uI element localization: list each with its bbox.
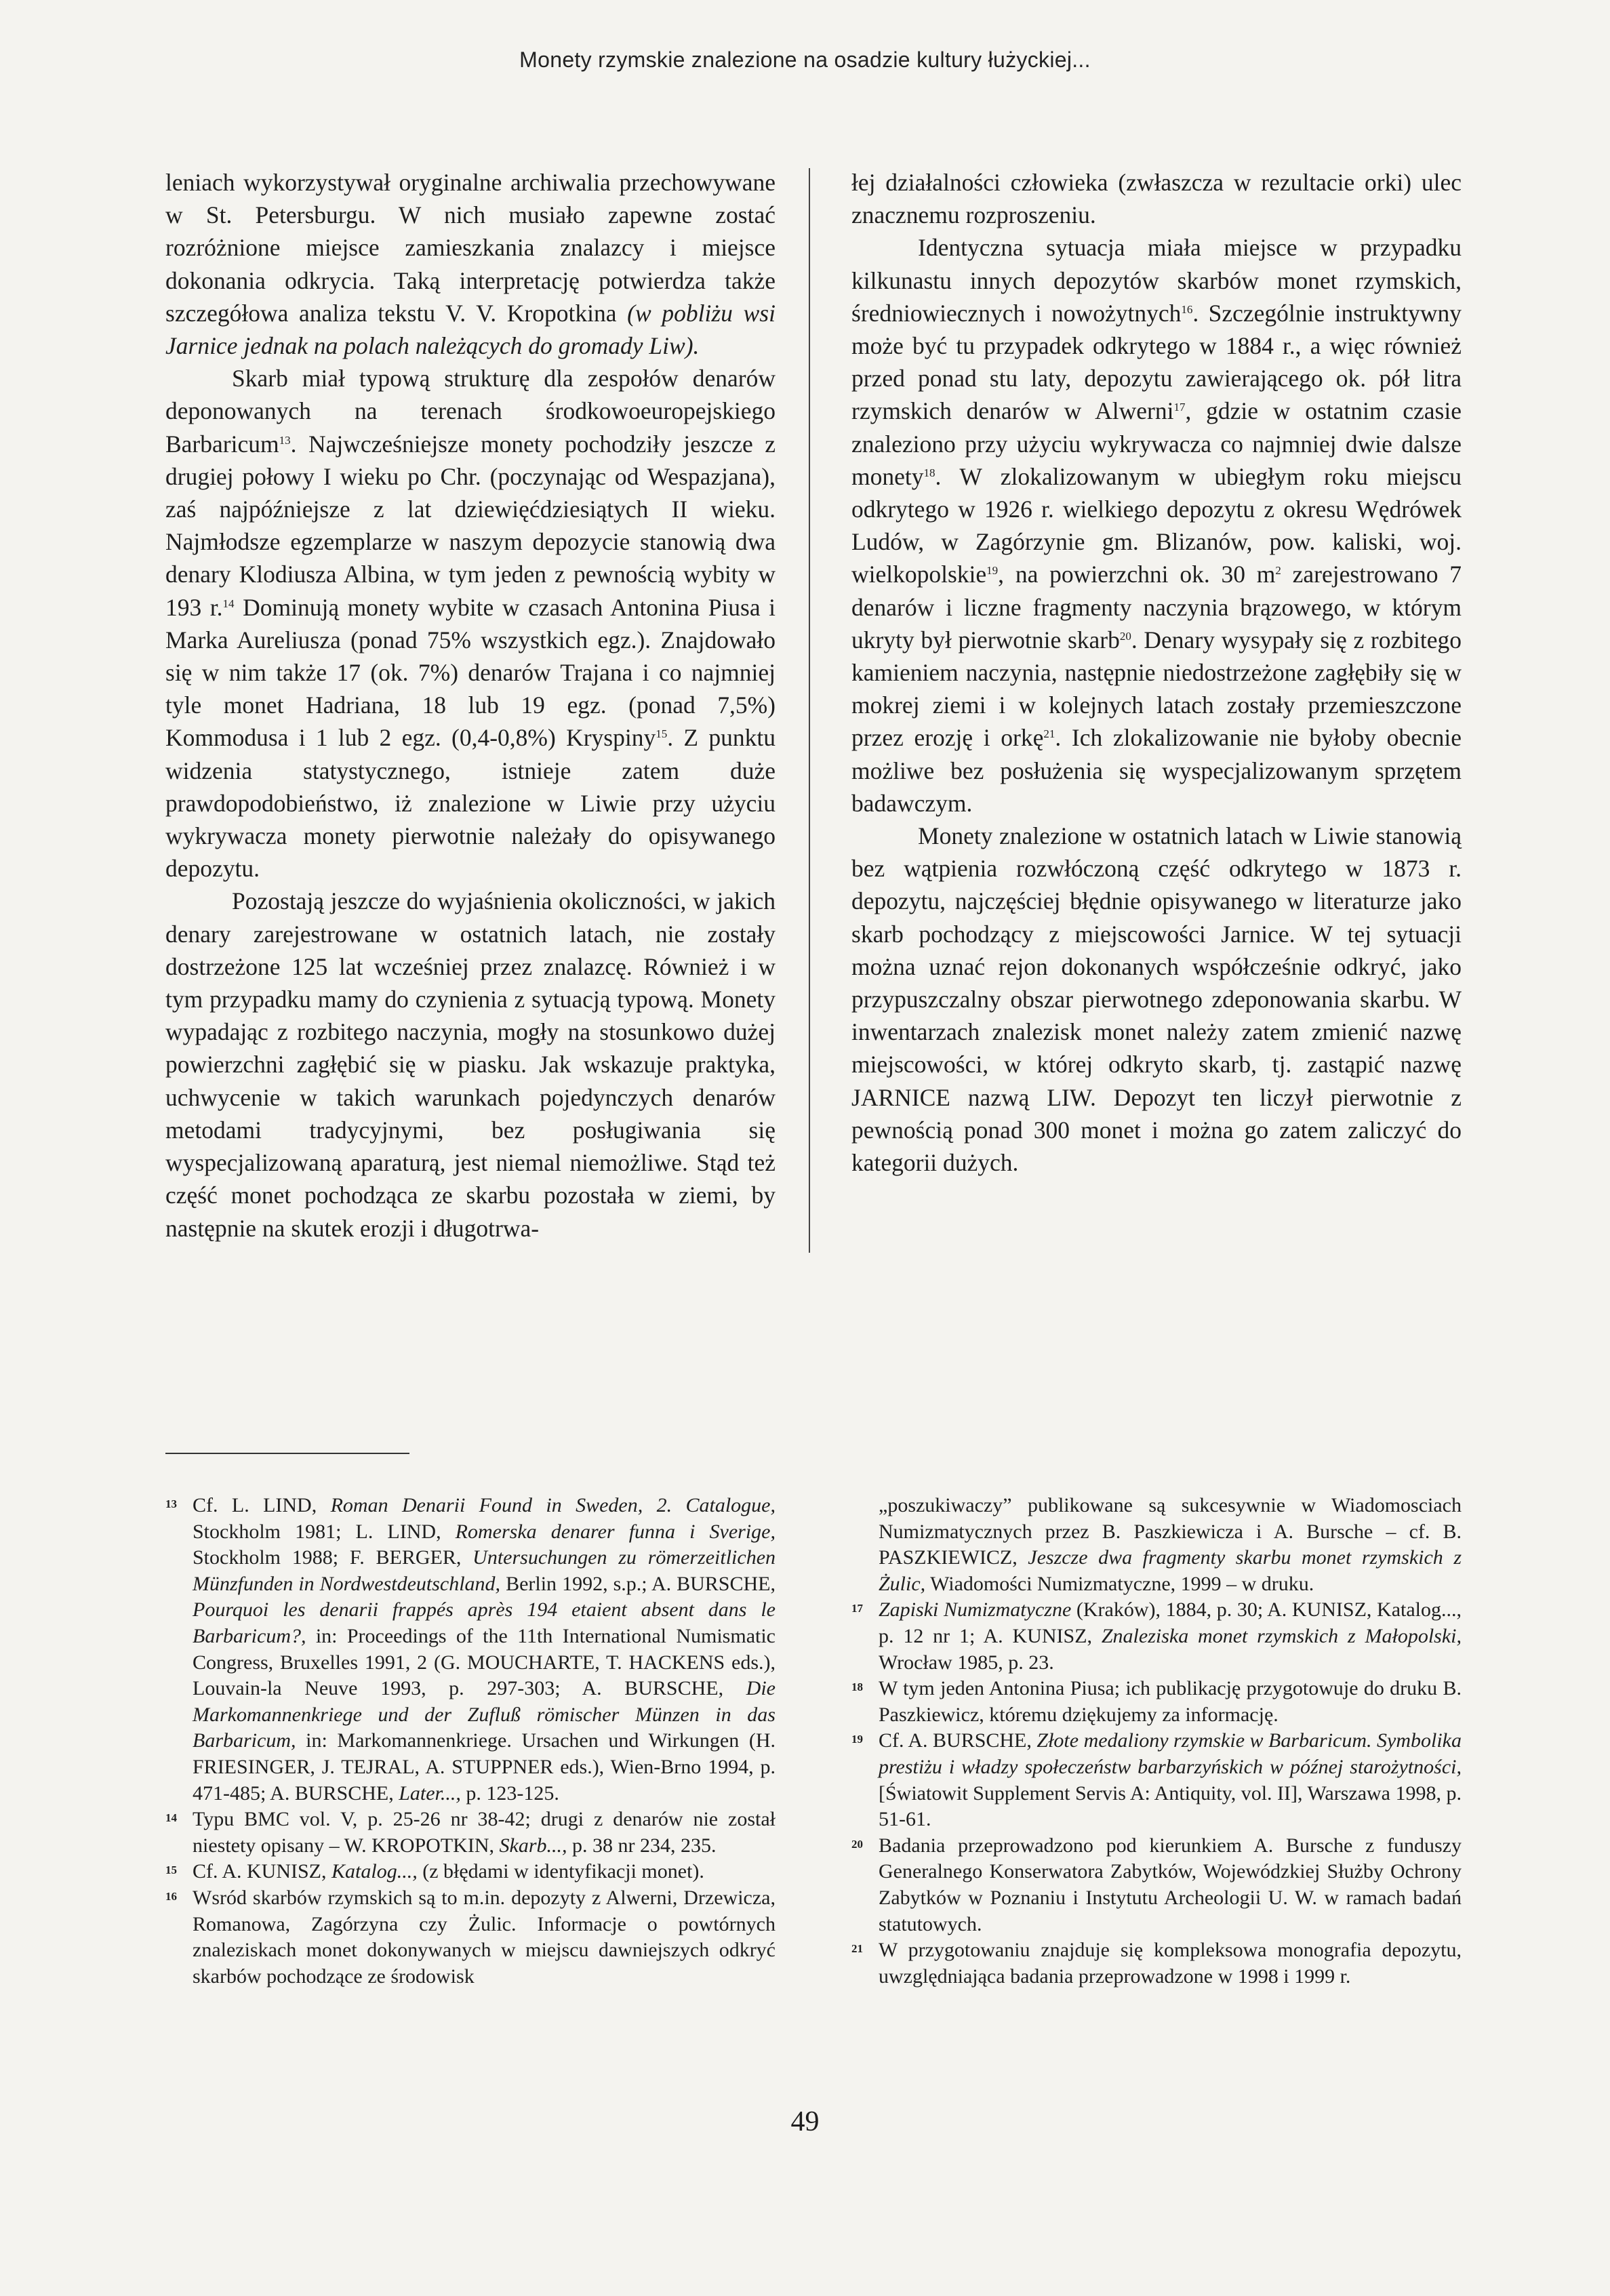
footnote-13: 13 Cf. L. LIND, Roman Denarii Found in Sweden, 2. Catalogue, Stockholm 1981; L. LIND, Romerska denarer funna i Sverige, Stockholm 1988; F. BERGER, Untersuchungen zu römerzeitlichen Münzfunden in Nordwestdeutschland, Berlin 1992, s.p.; A. BURSCHE, Pourquoi les denarii frappés après 194 etaient absent dans le Barbaricum?, in: Proceedings of the 11th International Numismatic Congress, Bruxelles 1991, 2 (G. MOUCHARTE, T. HACKENS eds.), Louvain-la Neuve 1993, p. 297-303; A. BURSCHE, Die Markomannenkriege und der Zufluß römischer Münzen in das Barbaricum, in: Markomannenkriege. Ursachen und Wirkungen (H. FRIESINGER, J. TEJRAL, A. STUPPNER eds.), Wien-Brno 1994, p. 471-485; A. BURSCHE, Later..., p. 123-125. (165, 1493, 776, 1807)
paragraph: Identyczna sytuacja miała miejsce w przypadku kilkunastu innych depozytów skarbów monet rzymskich, średniowiecznych i nowożytnych$^{16}$. Szczególnie instruktywny może być tu przypadek odkrytego w 1884 r., a więc również przed ponad stu laty, depozytu zawierającego ok. pół litra rzymskich denarów w Alwerni$^{17}$, gdzie w ostatnim czasie znaleziono przy użyciu wykrywacza co najmniej dwie dalsze monety$^{18}$. W zlokalizowanym w ubiegłym roku miejscu odkrytego w 1926 r. wielkiego depozytu z okresu Wędrówek Ludów, w Zagórzynie gm. Blizanów, pow. kaliski, woj. wielkopolskie$^{19}$, na powierzchni ok. 30 $m^2$ zarejestrowano 7 denarów i liczne fragmenty naczynia brązowego, w którym ukryty był pierwotnie skarb$^{20}$. Denary wysypały się z rozbitego kamieniem naczynia, następnie niedostrzeżone zagłębiły się w mokrej ziemi i w kolejnych latach zostały przemieszczone przez erozję i orkę$^{21}$. Ich zlokalizowanie nie byłoby obecnie możliwe bez posłużenia się wyspecjalizowanym sprzętem badawczym. (851, 234, 1462, 817)
footnote-ref: 15 (656, 727, 668, 741)
footnote-ref: 21 (1043, 727, 1055, 741)
paragraph: Monety znalezione w ostatnich latach w Liwie stanowią bez wątpienia rozwłóczoną część odkrytego w 1873 r. depozytu, najczęściej błędnie opisywanego w literaturze jako skarb pochodzący z miejscowości Jarnice. W tej sytuacji można uznać rejon dokonanych współcześnie odkryć, jako przypuszczalny obszar pierwotnego zdeponowania skarbu. W inwentarzach znalezisk monet należy zatem zmienić nazwę miejscowości, w której odkryto skarb, tj. zastąpić nazwę JARNICE nazwą LIW. Depozyt ten liczył pierwotnie z pewnością ponad 300 monet i można go zatem zaliczyć do kategorii dużych. (851, 822, 1462, 1177)
body-column-right (851, 166, 1462, 1179)
footnote-15: 15 Cf. A. KUNISZ, Katalog..., (z błędami w identyfikacji monet). (165, 1859, 776, 1885)
footnote-number: 14 (165, 1811, 177, 1825)
footnote-ref: 14 (222, 597, 235, 610)
footnote-number: 21 (851, 1942, 863, 1956)
footnote-ref: 19 (986, 564, 999, 578)
footnote-number: 13 (165, 1497, 177, 1510)
footnote-16-continued: „poszukiwaczy” publikowane są sukcesywnie w Wiadomosciach Numizmatycznych przez B. Paszkiewicza i A. Bursche – cf. B. PASZKIEWICZ, Jeszcze dwa fragmenty skarbu monet rzymskich z Żulic, Wiadomości Numizmatyczne, 1999 – w druku. (879, 1494, 1462, 1595)
footnote-21: 21 W przygotowaniu znajduje się kompleksowa monografia depozytu, uwzględniająca badania przeprowadzone w 1998 i 1999 r. (851, 1937, 1462, 1990)
footnote-number: 18 (851, 1680, 863, 1694)
footnotes-right (851, 1493, 1462, 1990)
footnote-number: 20 (851, 1837, 863, 1851)
paragraph: Skarb miał typową strukturę dla zespołów denarów deponowanych na terenach środkowoeuropejskiego Barbaricum$^{13}$. Najwcześniejsze monety pochodziły jeszcze z drugiej połowy I wieku po Chr. (poczynając od Wespazjana), zaś najpóźniejsze z lat dziewięćdziesiątych II wieku. Najmłodsze egzemplarze w naszym depozycie stanowią dwa denary Klodiusza Albina, w tym jeden z pewnością wybity w 193 r.$^{14}$ Dominują monety wybite w czasach Antonina Piusa i Marka Aureliusza (ponad 75% wszystkich egz.). Znajdowało się w nim także 17 (ok. 7%) denarów Trajana i co najmniej tyle monet Hadriana, 18 lub 19 egz. (ponad 7,5%) Kommodusa i 1 lub 2 egz. (0,4-0,8%) Kryspiny$^{15}$. Z punktu widzenia statystycznego, istnieje zatem duże prawdopodobieństwo, iż znalezione w Liwie przy użyciu wykrywacza monety pierwotnie należały do opisywanego depozytu. (165, 365, 776, 883)
footnote-ref: 20 (1119, 629, 1131, 643)
footnote-20: 20 Badania przeprowadzono pod kierunkiem A. Bursche z funduszy Generalnego Konserwatora Zabytków, Wojewódzkiej Służby Ochrony Zabytków w Poznaniu i Instytutu Archeologii U. W. w ramach badań statutowych. (851, 1833, 1462, 1937)
footnote-ref: 13 (279, 433, 291, 447)
paragraph: leniach wykorzystywał oryginalne archiwalia przechowywane w St. Petersburgu. W nich musiało zapewne zostać rozróżnione miejsce zamieszkania znalazcy i miejsce dokonania odkrycia. Taką interpretację potwierdza także szczegółowa analiza tekstu V. V. Kropotkina (w pobliżu wsi Jarnice jednak na polach należących do gromady Liw). (165, 169, 776, 360)
footnote-19: 19 Cf. A. BURSCHE, Złote medaliony rzymskie w Barbaricum. Symbolika prestiżu i władzy społeczeństw barbarzyńskich w późnej starożytności, [Światowit Supplement Servis A: Antiquity, vol. II], Warszawa 1998, p. 51-61. (851, 1728, 1462, 1832)
paragraph: Pozostają jeszcze do wyjaśnienia okoliczności, w jakich denary zarejestrowane w ostatnich latach, nie zostały dostrzeżone 125 lat wcześniej przez znalazcę. Również i w tym przypadku mamy do czynienia z sytuacją typową. Monety wypadając z rozbitego naczynia, mogły na stosunkowo dużej powierzchni zagłębić się w piasku. Jak wskazuje praktyka, uchwycenie w takich warunkach pojedynczych denarów metodami tradycyjnymi, bez posługiwania się wyspecjalizowaną aparaturą, jest niemal niemożliwe. Stąd też część monet pochodząca ze skarbu pozostała w ziemi, by następnie na skutek erozji i długotrwa- (165, 887, 776, 1242)
footnote-ref: 18 (923, 466, 935, 479)
footnote-number: 16 (165, 1889, 177, 1903)
footnote-18: 18 W tym jeden Antonina Piusa; ich publikację przygotowuje do druku B. Paszkiewicz, któremu dziękujemy za informację. (851, 1676, 1462, 1728)
footnote-number: 17 (851, 1602, 863, 1615)
footnote-number: 15 (165, 1864, 177, 1877)
page-number: 49 (790, 2106, 820, 2137)
superscript: 2 (1275, 564, 1281, 578)
footnote-14: 14 Typu BMC vol. V, p. 25-26 nr 38-42; drugi z denarów nie został niestety opisany – W. KROPOTKIN, Skarb..., p. 38 nr 234, 235. (165, 1807, 776, 1859)
footnote-ref: 17 (1173, 401, 1186, 414)
footnotes-left (165, 1493, 776, 1990)
footnote-divider (165, 1453, 409, 1454)
footnote-17: 17 Zapiski Numizmatyczne (Kraków), 1884, p. 30; A. KUNISZ, Katalog..., p. 12 nr 1; A. KUNISZ, Znaleziska monet rzymskich z Małopolski, Wrocław 1985, p. 23. (851, 1597, 1462, 1676)
running-title: Monety rzymskie znalezione na osadzie kultury łużyckiej... (519, 47, 1091, 72)
column-divider (809, 168, 810, 1253)
footnote-number: 19 (851, 1733, 863, 1746)
paragraph: łej działalności człowieka (zwłaszcza w rezultacie orki) ulec znacznemu rozproszeniu. (851, 169, 1462, 229)
footnote-16: 16 Wsród skarbów rzymskich są to m.in. depozyty z Alwerni, Drzewicza, Romanowa, Zagórzyna czy Żulic. Informacje o powtórnych znaleziskach monet dokonywanych w miejscu dawniejszych odkryć skarbów pochodzące ze środowisk (165, 1885, 776, 1990)
body-column-left (165, 166, 776, 1245)
footnote-ref: 16 (1181, 302, 1193, 316)
